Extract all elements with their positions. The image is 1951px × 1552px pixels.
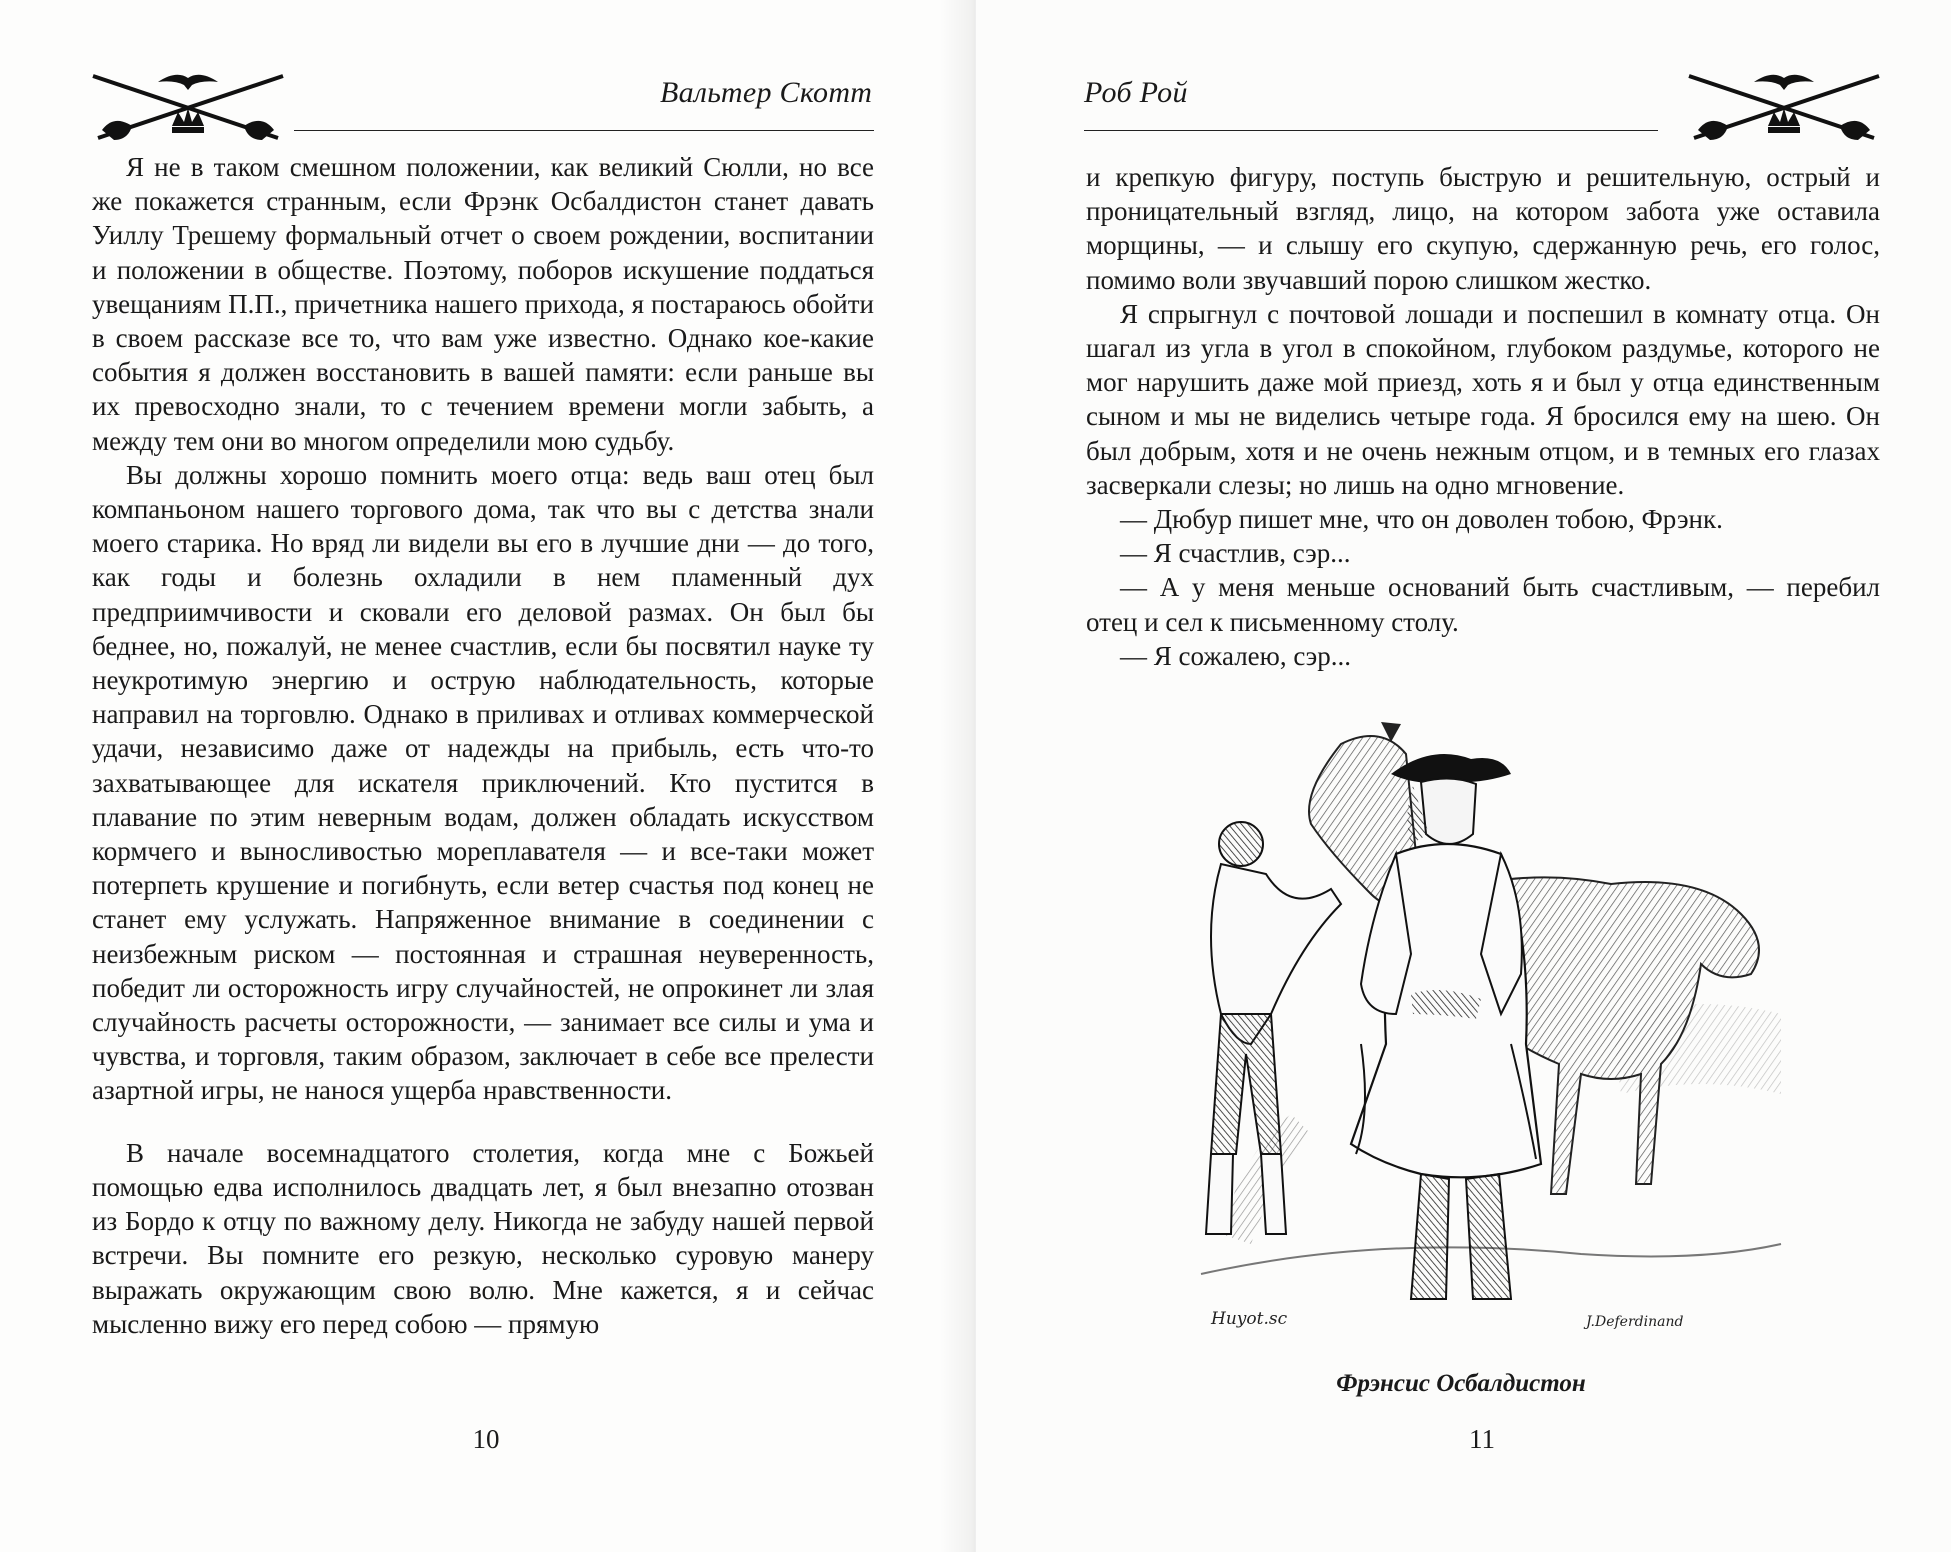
crossed-swords-eagle-crown-icon (88, 66, 288, 148)
artist-signature: J.Deferdinand (1586, 1314, 1684, 1330)
dialogue-line: — Я сожалею, сэр... (1120, 640, 1351, 671)
body-text (92, 150, 874, 1341)
engraving-illustration (1181, 714, 1801, 1346)
dialogue-line: — Я счастлив, сэр... (1120, 538, 1351, 569)
engraver-signature: Huyot.sc (1211, 1309, 1288, 1329)
body-text (1086, 160, 1880, 673)
paragraph: и крепкую фигуру, поступь быструю и решительную, острый и проницательный взгляд, лицо, на котором забота уже оставила морщины, — и слышу его скупую, сдержанную речь, его голос, помимо воли звучавший порою слишком жестко. (1086, 162, 1880, 295)
illustration-caption: Фрэнсис Осбалдистон (1336, 1370, 1586, 1397)
paragraph: Вы должны хорошо помнить моего отца: ведь ваш отец был компаньоном нашего торгового дома, так что вы с детства знали моего старика. Но вряд ли видели вы его в лучшие дни — до того, как годы и болезнь охладили в нем пламенный дух предприимчивости и сковали его деловой размах. Он был бы беднее, но, пожалуй, не менее счастлив, если бы посвятил науке ту неукротимую энергию и острую наблюдательность, которые направил на торговлю. Однако в приливах и отливах коммерческой удачи, независимо даже от надежды на прибыль, есть что-то захватывающее для искателя приключений. Кто пустится в плавание по этим неверным водам, должен обладать искусством кормчего и выносливостью мореплавателя — и все-таки может потерпеть крушение и погибнуть, если ветер счастья под конец не станет ему услужать. Напряженное внимание в соединении с неизбежным риском — постоянная и страшная неуверенность, победит ли осторожность игру случайностей, не опрокинет ли злая случайность расчеты осторожности, — занимает все силы и ума и чувства, и торговля, таким образом, заключает в себе все прелести азартной игры, не нанося ущерба нравственности. (92, 459, 874, 1106)
dialogue-line: — А у меня меньше оснований быть счастливым, — перебил отец и сел к письменному столу. (1086, 572, 1880, 637)
paragraph: Я не в таком смешном положении, как великий Сюлли, но все же покажется странным, если Фрэнк Осбалдистон станет давать Уиллу Трешему формальный отчет о своем рождении, воспитании и положении в обществе. Поэтому, поборов искушение поддаться увещаниям П.П., причетника нашего прихода, я постараюсь обойти в своем рассказе все то, что вам уже известно. Однако кое-какие события я должен восстановить в вашей памяти: если раньше вы их превосходно знали, то с течением времени могли забыть, а между тем они во многом определили мою судьбу. (92, 152, 874, 456)
paragraph: Я спрыгнул с почтовой лошади и поспешил в комнату отца. Он шагал из угла в угол в спокойном, глубоком раздумье, которого не мог нарушить даже мой приезд, хоть я и был у отца единственным сыном и мы не виделись четыре года. Я бросился ему на шею. Он был добрым, хотя и не очень нежным отцом, и в темных его глазах засверкали слезы; но лишь на одно мгновение. (1086, 298, 1880, 500)
page-number: 10 (472, 1424, 500, 1454)
running-head: Вальтер Скотт (660, 76, 873, 109)
header-rule (294, 130, 874, 131)
running-head: Роб Рой (1084, 76, 1188, 109)
paragraph: В начале восемнадцатого столетия, когда мне с Божьей помощью едва исполнилось двадцать лет, я был внезапно отозван из Бордо к отцу по важному делу. Никогда не забуду нашей первой встречи. Вы помните его резкую, несколько суровую манеру выражать окружающим свою волю. Мне кажется, я и сейчас мысленно вижу его перед собою — прямую (92, 1137, 874, 1339)
crossed-swords-eagle-crown-icon (1684, 66, 1884, 148)
header-rule (1084, 130, 1658, 131)
left-page (0, 0, 975, 1552)
dialogue-line: — Дюбур пишет мне, что он доволен тобою, Фрэнк. (1120, 504, 1723, 535)
page-number: 11 (1469, 1424, 1495, 1454)
